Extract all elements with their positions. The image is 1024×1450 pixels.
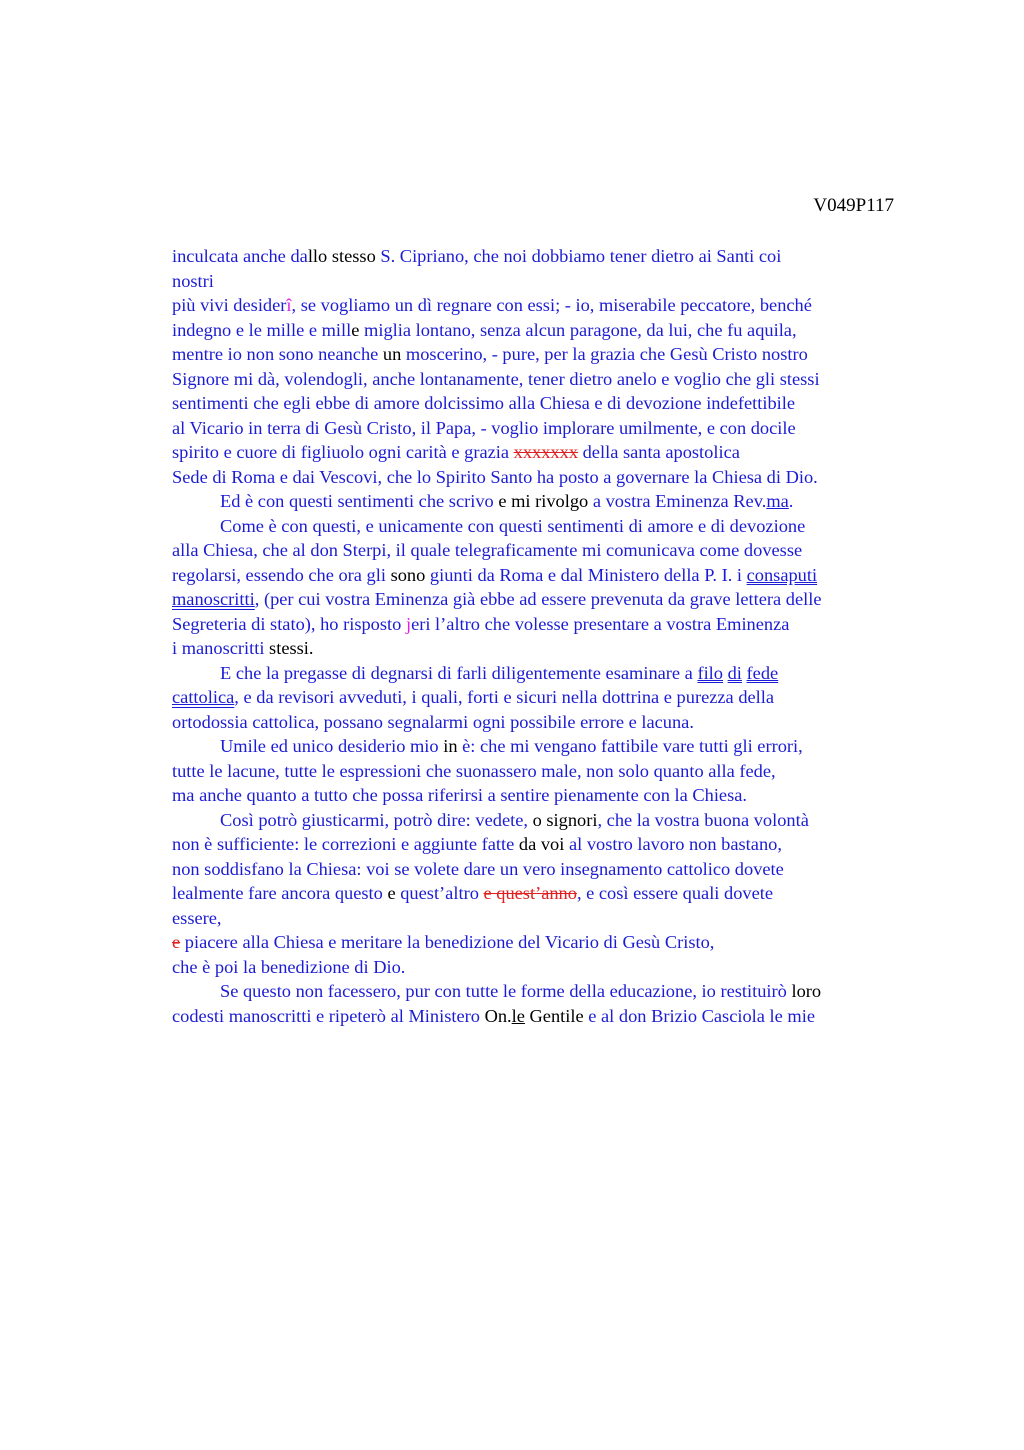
text-segment: e mi rivolgo: [498, 491, 589, 511]
text-line: [172, 636, 912, 661]
text-segment: miglia lontano, senza alcun paragone, da lui, che fu aquila,: [359, 319, 797, 340]
text-line: [172, 269, 912, 294]
text-segment: alla Chiesa, che al don Sterpi, il quale telegraficamente mi comunicava come dovesse: [172, 540, 803, 560]
text-line: [172, 710, 912, 735]
text-segment: e: [351, 319, 360, 340]
text-segment: inculcata anche da: [172, 246, 308, 266]
text-segment: , che la vostra buona volontà: [597, 809, 809, 830]
text-segment: ma: [766, 491, 789, 511]
text-line: [172, 440, 912, 465]
text-segment: consaputi: [746, 564, 818, 585]
text-line: [172, 685, 912, 710]
text-segment: e: [387, 883, 396, 903]
text-line: [172, 416, 912, 441]
text-line: [172, 244, 912, 269]
text-segment: non è sufficiente: le correzioni e aggiunte fatte: [172, 834, 519, 854]
text-segment: ma anche quanto a tutto che possa riferirsi a sentire pienamente con la Chiesa.: [172, 785, 748, 805]
text-segment: sentimenti che egli ebbe di amore dolcissimo alla Chiesa e di devozione indefettibile: [172, 393, 796, 413]
text-line: [172, 465, 912, 490]
text-segment: Segreteria di stato), ho risposto: [172, 613, 406, 634]
text-segment: , se vogliamo un dì regnare con essi; - io, miserabile peccatore, benché: [291, 295, 812, 315]
text-segment: lealmente fare ancora questo: [172, 883, 388, 903]
text-segment: Così potrò giusticarmi, potrò dire: vedete,: [220, 809, 533, 830]
text-line: [172, 808, 912, 833]
text-line: [172, 293, 912, 318]
text-segment: al vostro lavoro non bastano,: [564, 834, 782, 854]
text-line: [172, 979, 912, 1004]
text-segment: giunti da Roma e dal Ministero della P. I. i: [425, 564, 747, 585]
text-segment: al Vicario in terra di Gesù Cristo, il Papa, - voglio implorare umilmente, e con docile: [172, 417, 796, 438]
text-segment: Se questo non facessero, pur con tutte le forme della educazione, io restituirò: [220, 981, 792, 1001]
page-identifier: V049P117: [813, 195, 894, 216]
text-segment: , (per cui vostra Eminenza già ebbe ad essere prevenuta da grave lettera delle: [254, 589, 822, 609]
text-segment: Signore mi dà, volendogli, anche lontanamente, tener dietro anelo e voglio che gli stessi: [172, 368, 820, 389]
text-line: [172, 563, 912, 588]
struck-text: e quest’anno: [483, 883, 577, 903]
text-segment: E che la pregasse di degnarsi di farli diligentemente esaminare a: [220, 662, 698, 683]
text-segment: .: [788, 491, 794, 511]
text-segment: Come è con questi, e unicamente con questi sentimenti di amore e di devozione: [220, 515, 806, 536]
text-line: [172, 538, 912, 563]
text-line: [172, 955, 912, 980]
text-segment: indegno e le mille e mill: [172, 319, 352, 340]
text-segment: loro: [791, 981, 822, 1001]
text-line: [172, 734, 912, 759]
text-segment: più vivi desider: [172, 295, 287, 315]
text-segment: filo: [697, 662, 723, 683]
text-line: [172, 832, 912, 857]
text-segment: da voi: [518, 834, 565, 854]
text-segment: , e così essere quali dovete: [576, 883, 774, 903]
text-line: [172, 391, 912, 416]
text-segment: j: [405, 613, 412, 634]
text-line: [172, 1004, 912, 1029]
text-segment: S. Cipriano, che noi dobbiamo tener dietro ai Santi coi: [380, 246, 782, 266]
text-segment: llo stesso: [307, 246, 381, 266]
text-segment: On.: [484, 1005, 512, 1026]
text-segment: è: che mi vengano fattibile vare tutti gli errori,: [457, 736, 803, 756]
text-segment: un: [382, 344, 402, 364]
text-segment: Ed è con questi sentimenti che scrivo: [220, 491, 499, 511]
text-segment: î: [286, 295, 292, 315]
text-segment: in: [443, 736, 458, 756]
text-segment: eri l’altro che volesse presentare a vostra Eminenza: [411, 613, 790, 634]
text-segment: sono: [390, 564, 426, 585]
text-line: [172, 514, 912, 539]
text-line: [172, 342, 912, 367]
text-segment: , e da revisori avveduti, i quali, forti e sicuri nella dottrina e purezza della: [234, 687, 775, 707]
text-line: [172, 759, 912, 784]
text-line: [172, 489, 912, 514]
text-segment: quest’altro: [395, 883, 484, 903]
text-segment: cattolica: [172, 687, 235, 707]
text-segment: manoscritti: [172, 589, 255, 609]
text-segment: Umile ed unico desiderio mio: [220, 736, 444, 756]
text-segment: mentre io non sono neanche: [172, 344, 383, 364]
text-segment: a vostra Eminenza Rev.: [588, 491, 767, 511]
text-line: [172, 930, 912, 955]
text-line: [172, 661, 912, 686]
text-segment: regolarsi, essendo che ora gli: [172, 564, 391, 585]
text-segment: stessi.: [269, 638, 314, 658]
text-segment: che è poi la benedizione di Dio.: [172, 956, 406, 977]
text-segment: moscerino, - pure, per la grazia che Gesù Cristo nostro: [401, 344, 808, 364]
text-segment: e al don Brizio Casciola le mie: [583, 1005, 816, 1026]
document-body: [172, 244, 912, 1028]
text-line: [172, 612, 912, 637]
text-segment: i manoscritti: [172, 638, 270, 658]
text-line: [172, 318, 912, 343]
text-segment: tutte le lacune, tutte le espressioni che suonassero male, non solo quanto alla fede,: [172, 760, 776, 781]
struck-text: xxxxxxx: [513, 442, 579, 462]
text-line: [172, 857, 912, 882]
text-segment: essere,: [172, 907, 222, 928]
text-line: [172, 783, 912, 808]
text-segment: di: [727, 662, 742, 683]
text-line: [172, 906, 912, 931]
text-segment: fede: [746, 662, 779, 683]
text-segment: o signori: [532, 809, 598, 830]
text-segment: della santa apostolica: [578, 442, 740, 462]
text-segment: non soddisfano la Chiesa: voi se volete dare un vero insegnamento cattolico dovete: [172, 858, 784, 879]
struck-text: e: [172, 932, 181, 952]
text-line: [172, 367, 912, 392]
text-segment: spirito e cuore di figliuolo ogni carità e grazia: [172, 442, 514, 462]
text-line: [172, 881, 912, 906]
text-line: [172, 587, 912, 612]
text-segment: nostri: [172, 270, 214, 291]
text-segment: le: [511, 1005, 525, 1026]
text-segment: Gentile: [524, 1005, 584, 1026]
text-segment: piacere alla Chiesa e meritare la benedizione del Vicario di Gesù Cristo,: [180, 932, 715, 952]
text-segment: Sede di Roma e dai Vescovi, che lo Spirito Santo ha posto a governare la Chiesa di Dio.: [172, 466, 818, 487]
text-segment: codesti manoscritti e ripeterò al Ministero: [172, 1005, 485, 1026]
text-segment: ortodossia cattolica, possano segnalarmi ogni possibile errore e lacuna.: [172, 711, 694, 732]
